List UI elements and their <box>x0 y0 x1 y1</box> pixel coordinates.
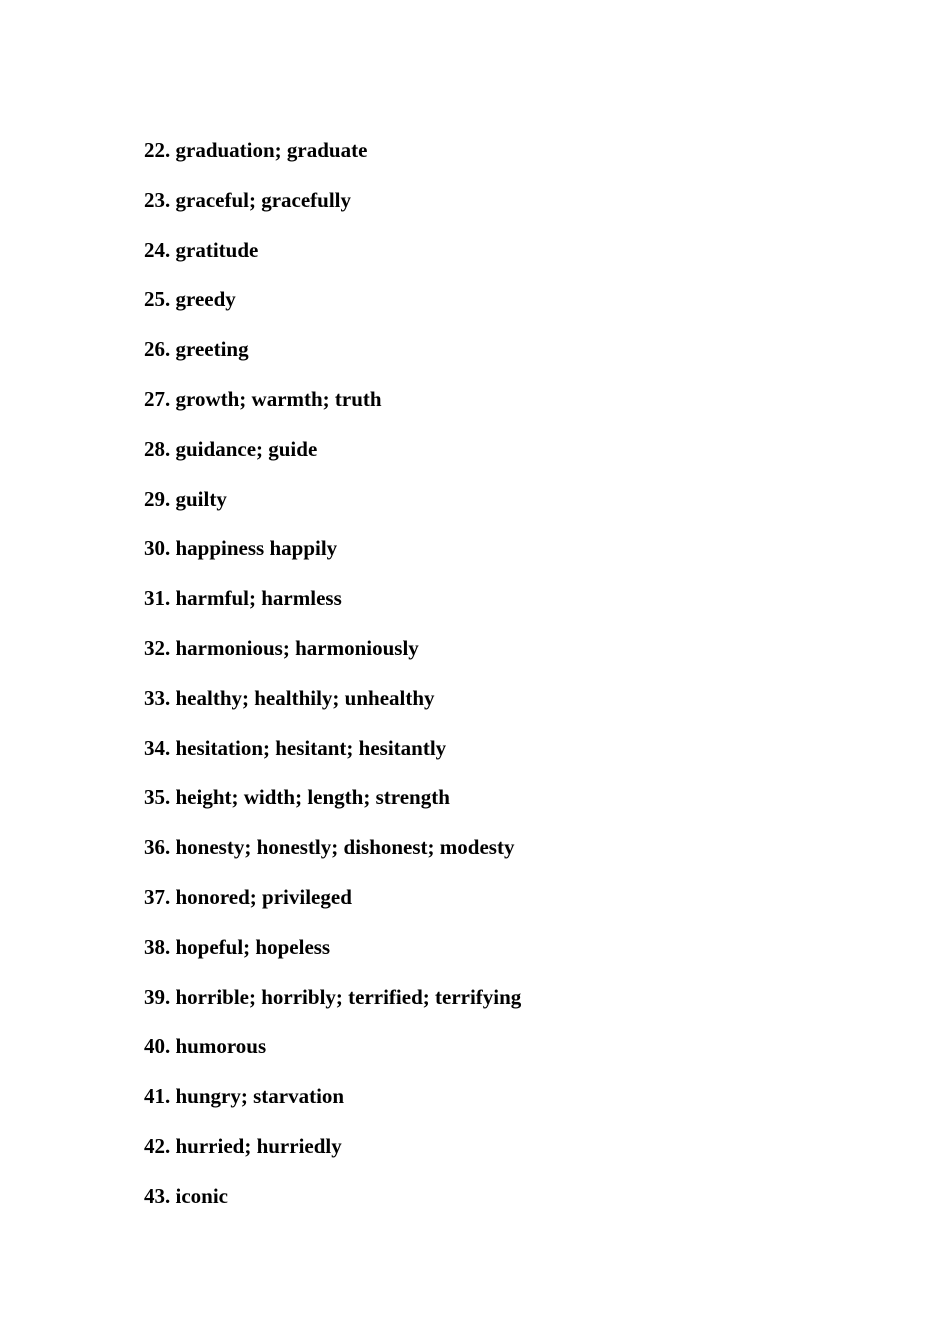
list-item: 34. hesitation; hesitant; hesitantly <box>144 735 447 760</box>
list-item: 24. gratitude <box>144 237 259 262</box>
list-item: 43. iconic <box>144 1183 228 1208</box>
list-item: 31. harmful; harmless <box>144 586 342 611</box>
list-item: 32. harmonious; harmoniously <box>144 635 419 660</box>
list-item: 26. greeting <box>144 337 249 362</box>
list-item: 23. graceful; gracefully <box>144 187 352 212</box>
list-item: 39. horrible; horribly; terrified; terrifying <box>144 984 522 1009</box>
list-item: 22. graduation; graduate <box>144 138 368 162</box>
list-item: 29. guilty <box>144 486 227 511</box>
list-item: 40. humorous <box>144 1034 267 1059</box>
list-item: 33. healthy; healthily; unhealthy <box>144 685 435 710</box>
list-item: 27. growth; warmth; truth <box>144 386 382 411</box>
list-item: 37. honored; privileged <box>144 884 352 909</box>
list-item: 38. hopeful; hopeless <box>144 934 331 959</box>
list-item: 30. happiness happily <box>144 536 338 561</box>
list-item: 35. height; width; length; strength <box>144 785 450 810</box>
list-item: 25. greedy <box>144 287 236 312</box>
list-item: 28. guidance; guide <box>144 436 318 461</box>
list-item: 41. hungry; starvation <box>144 1084 345 1109</box>
vocabulary-answer-list <box>144 136 521 1232</box>
list-item: 42. hurried; hurriedly <box>144 1133 342 1158</box>
list-item: 36. honesty; honestly; dishonest; modesty <box>144 835 515 860</box>
